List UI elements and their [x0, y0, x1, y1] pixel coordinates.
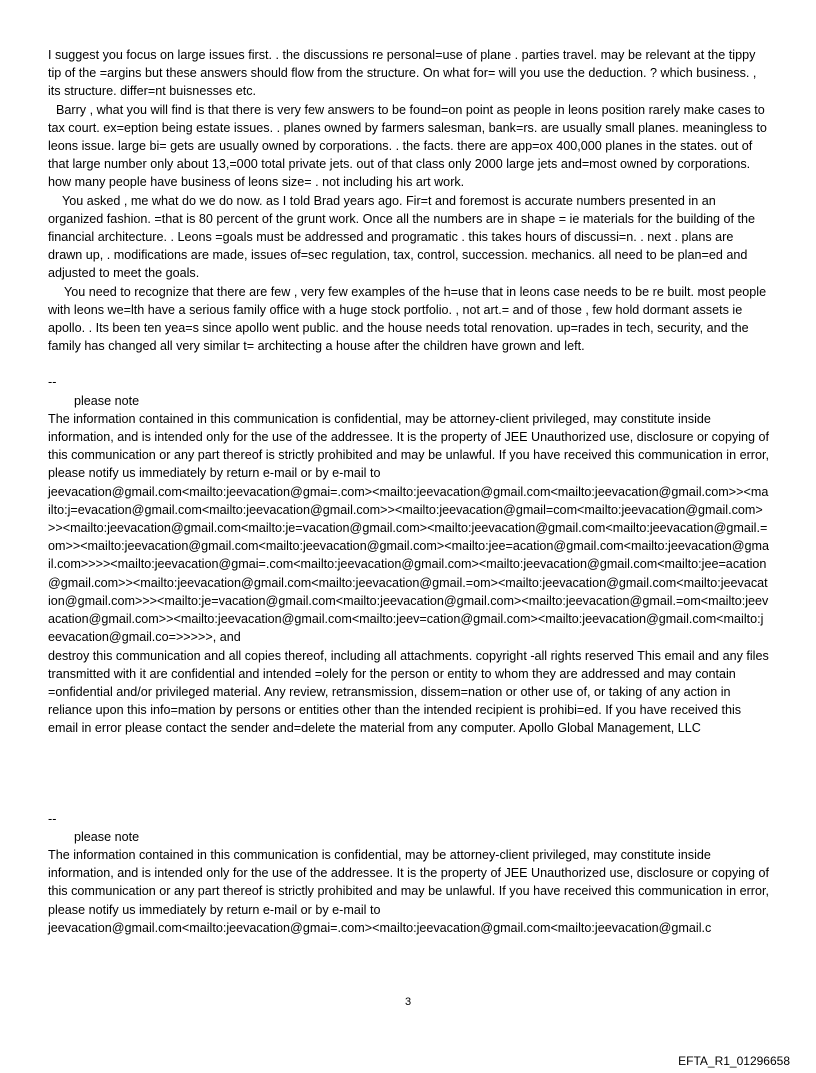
- body-paragraph-3: You asked , me what do we do now. as I told Brad years ago. Fir=t and foremost is accurate numbers presented in an organized fashion. =that is 80 percent of the grunt work. Once all the numbers are in shape = ie materials for the building of the financial architecture. . Leons =goals must be addressed and programatic . this takes hours of discussi=n. . next . plans are drawn up, . modifications are made, issues of=sec regulation, tax, control, succession. mechanics. all need to be plan=ed and adjusted to meet the goals.: [48, 193, 756, 281]
- disclaimer-text-tail: destroy this communication and all copies thereof, including all attachments. copyright -all rights reserved This email and any files transmitted with it are confidential and intended =olely for the person or entity to whom they are addressed and may contain =onfidential and/or privileged material. Any review, retransmission, dissem=nation or other use of, or taking of any action in reliance upon this info=mation by persons or entities other than the intended recipient is prohibi=ed. If you have received this email in error please contact the sender and=delete the material from any computer. Apollo Global Management, LLC: [48, 648, 769, 736]
- document-id-stamp: EFTA_R1_01296658: [678, 1054, 790, 1068]
- body-paragraph-2: Barry , what you will find is that there is very few answers to be found=on point as people in leons position rarely make cases to tax court. ex=eption being estate issues. . planes owned by farmers salesman, bank=rs. are usually small planes. meaningless to leons issue. large bi= gets are usually owned by corporations. . the facts. there are app=ox 400,000 planes in the states. out of that large number only about 13,=000 total private jets. out of that class only 2000 large jets and=most owned by corporations. how many people have business of leons size= . not including his art work.: [48, 102, 767, 190]
- email-address-chain: jeevacation@gmail.com<mailto:jeevacation@gmai=.com><mailto:jeevacation@gmail.com<mailto:jeevacation@gmail.com>><mailto:j=evacation@gmail.com<mailto:jeevacation@gmail.com>><mailto:jeevacation@gmail=com<mailto:jeevacation@gmail.com>>><mailto:jeevacation@gmail.com<mailto:je=vacation@gmail.com><mailto:jeevacation@gmail.com<mailto:jeevacation@gmail.=om>><mailto:jeevacation@gmail.com<mailto:jeevacation@gmail.com><mailto:jee=acation@gmail.com<mailto:jeevacation@gmail.com>>>><mailto:jeevacation@gmai=.com<mailto:jeevacation@gmail.com><mailto:jeevacation@gmail.com<mailto:jee=acation@gmail.com>><mailto:jeevacation@gmail.com<mailto:jeevacation@gmail.=om><mailto:jeevacation@gmail.com<mailto:jeevacation@gmail.com>>><mailto:je=vacation@gmail.com<mailto:jeevacation@gmail.com><mailto:jeevacation@gmail.=om<mailto:jeevacation@gmail.com>><mailto:jeevacation@gmail.com<mailto:jeev=cation@gmail.com><mailto:jeevacation@gmail.com<mailto:jeevacation@gmail.co=>>>>>, and: [48, 484, 770, 645]
- disclaimer-heading: please note: [74, 393, 140, 408]
- spacer: [48, 738, 770, 810]
- disclaimer-text-lead: The information contained in this communication is confidential, may be attorney-client privileged, may constitute inside information, and is intended only for the use of the addressee. It is the property of JEE Unauthorized use, disclosure or copying of this communication or any part thereof is strictly prohibited and may be unlawful. If you have received this communication in error, please notify us immediately by return e-mail or by e-mail to: [48, 411, 770, 481]
- disclaimer-block-2: [48, 810, 770, 937]
- email-address-chain: jeevacation@gmail.com<mailto:jeevacation@gmai=.com><mailto:jeevacation@gmail.com<mailto:jeevacation@gmail.c: [48, 920, 712, 935]
- body-paragraph-4: You need to recognize that there are few , very few examples of the h=use that in leons case needs to be re built. most people with leons we=lth have a serious family office with a huge stock portfolio. , not art.= and of those , few hold dormant assets ie apollo. . Its been ten yea=s since apollo went public. and the house needs total renovation. up=rades in tech, security, and the family has changed all very similar t= architecting a house after the children have grown and left.: [48, 284, 767, 354]
- disclaimer-block-1: [48, 373, 770, 737]
- spacer: [48, 355, 770, 373]
- document-page: [48, 46, 770, 937]
- disclaimer-text-lead: The information contained in this communication is confidential, may be attorney-client privileged, may constitute inside information, and is intended only for the use of the addressee. It is the property of JEE Unauthorized use, disclosure or copying of this communication or any part thereof is strictly prohibited and may be unlawful. If you have received this communication in error, please notify us immediately by return e-mail or by e-mail to: [48, 847, 770, 917]
- signature-separator: --: [48, 811, 57, 826]
- body-paragraph-1: I suggest you focus on large issues first. . the discussions re personal=use of plane . parties travel. may be relevant at the tippy tip of the =argins but these answers should flow from the structure. On what for= will you use the deduction. ? which business. , its structure. differ=nt buisnesses etc.: [48, 48, 757, 99]
- signature-separator: --: [48, 375, 57, 390]
- page-number: 3: [404, 996, 412, 1008]
- disclaimer-heading: please note: [74, 829, 140, 844]
